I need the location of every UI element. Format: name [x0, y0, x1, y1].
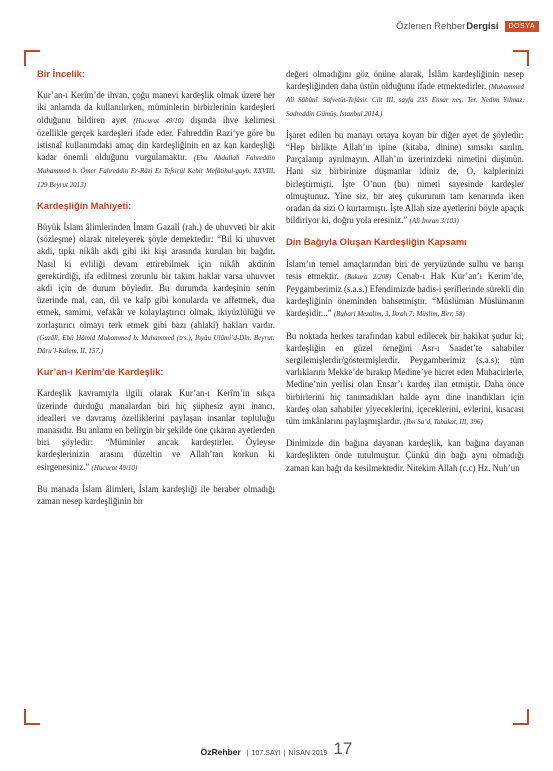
issue-date: NİSAN 2019 [288, 750, 328, 757]
magazine-name: Özlenen Rehber [396, 20, 466, 32]
magazine-dergi: Dergisi [466, 20, 499, 32]
corner-ornament-bottom-right [513, 709, 529, 725]
section-heading: Din Bağıyla Oluşan Kardeşliğin Kapsamı [286, 236, 467, 248]
corner-ornament-bottom-left [24, 709, 40, 725]
issue-number: 107.SAYI [251, 750, 281, 757]
section-tag: DOSYA [505, 21, 540, 32]
section-heading: Kur’an-ı Kerim’de Kardeşlik: [37, 366, 164, 378]
paragraph: Bu noktada herkes tarafından kabul edilecek bir hakikat şudur ki; kardeşliğin en güzel örneğini Asr-ı Saadet’te sahabiler sergilemişlerdir/göstermişlerdir. Peygamberimiz (s.a.s); tüm varlıklarını Mekke’de bırakıp Medine’ye hicret eden Muhacirlerle, Medine’nin yerlisi olan Ensar’ı kardeş ilan etmiştir. Daha önce birbirlerini hiç tanımadıkları halde aynı dine inandıkları için kardeş olan sahabiler yiyeceklerini, içeceklerini, evlerini, kısacası tüm imkânlarını paylaşmışlardır. (İbn Sa’d, Tabakat, III, 396) [286, 330, 524, 427]
right-column [286, 68, 524, 483]
page-number: 17 [333, 739, 353, 758]
paragraph: Bu manada İslam âlimleri, İslam kardeşliği ile beraber olmadığı zaman nesep kardeşliğinin bir [37, 483, 275, 507]
section-heading: Kardeşliğin Mahiyeti: [37, 199, 132, 211]
paragraph: Kardeşlik kavramıyla ilgili olarak Kur’an-ı Kerîm’in sıkça üzerinde durduğu manalardan biri hiç şüphesiz aynı inancı, idealleri ve davranış özelliklerini paylaşan insanlar topluluğu manasıdır. Bu anlamı en belirgin bir şekilde öne çıkaran ayetlerden biri şöyledir: “Müminler ancak kardeştirler. Öyleyse kardeşlerinizin arasını düzeltin ve Allah’tan korkun ki esirgenesiniz.” (Hucurat 49/10) [37, 388, 275, 472]
paragraph: Kur’an-ı Kerîm’de ihvan, çoğu manevi kardeşlik olmak üzere her iki anlamda da kullanılırken, müminlerin birbirlerinin kardeşleri olduğunu bildiren ayet (Hucurat 49/10) dışında ihve kelimesi özellikle gerçek kardeşleri ifade eder. Fahreddin Razi’ye göre bu istisnaî kullanımdaki amaç din kardeşliğinin en az kan kardeşliği kadar önemli olduğunu vurgulamaktır. (Ebu Abdullah Fahreddin Muhammed b. Ömer Fahreddin Er-Râzi Et Tefsirül Kebir Mefâtihul-gayb, XXVIII, 129 Beyrut 2013) [37, 90, 276, 189]
paragraph: İşaret edilen bu manayı ortaya koyan bir diğer ayet de şöyledir: “Hep birlikte Allah’ın ipine (kitaba, dinine) sımsıkı sarılın. Parçalanıp ayrılmayın. Allah’ın üzerinizdeki nimetini düşünün. Hani siz birbirinize düşmanlar idiniz de, O, kalplerinizi birleştirmişti. İşte O’nun (bu) nimeti sayesinde kardeşler olmuştunuz. Yine siz, bir ateş çukurunun tam kenarında iken oradan da sizi O kurtarmıştı. İşte Allah size ayetlerini böyle apaçık bildiriyor ki, doğru yola eresiniz.” (Ali İmran 3/103) [286, 129, 524, 226]
corner-ornament-top-left [24, 50, 40, 66]
page-footer: ÖzRehber | 107.SAYI | NİSAN 2019 17 [200, 739, 353, 758]
section-heading: Bir İncelik: [37, 68, 85, 79]
paragraph: Dinimizde din bağına dayanan kardeşlik, kan bağına dayanan kardeşlikten önde tutulmuştur. Çünkü din bağı aynı olmadığı zaman kan bağı da kesilmektedir. Nitekim Allah (c.c) Hz. Nuh’un [286, 438, 524, 473]
page-header [396, 18, 539, 34]
corner-ornament-top-right [513, 50, 529, 66]
paragraph: Büyük İslam âlimlerinden İmam Gazali (rah.) de uhuvveti bir akit (sözleşme) olarak niteleyerek şöyle demektedir: “Bil ki uhuvvet akdi, tıpkı nikâh akdi gibi iki kişi arasında kurulan bir bağdır. Nasıl ki evliliği devam ettirebilmek için nikâh akdinin gerektirdiği, ifa edilmesi zorunlu bir takım haklar varsa uhuvvet akdi için de durum böyledir. Bu durumda kardeşinin senin üzerinde mal, can, dil ve kalp gibi konularda ve affetmek, dua etmek, samimi, vefakâr ve kolaylaştırıcı olmak, ikiyüzlülüğü ve zorlaştırıcı olmayı terk etmek gibi bazı (ahlakî) hakları vardır. (Gazâlî, Ebû Hâmid Muhammed b. Muhammed (trs.), İhyâu Ulûmi’d-Dîn. Beyrut: Dâru’l-Kalem, II, 157.) [37, 222, 275, 356]
paragraph: İslam’ın temel amaçlarından biri de yeryüzünde sulhu ve barışı tesis etmektir. (Bakara 2/208) Cenab-ı Hak Kur’an’ı Kerim’de, Peygamberimiz (s.a.s.) Efendimizde hadis-i şeriflerinde sürekli din kardeşliğinin öneminden bahsetmiştir. “Müslüman Müslümanın kardeşidir...” (Buhari Mezalim, 3, İkrah 7; Müslim, Birr, 58) [286, 258, 525, 319]
left-column [37, 68, 275, 516]
footer-brand: ÖzRehber [200, 747, 241, 757]
paragraph: değeri olmadığını göz önüne alarak, İslâm kardeşliğinin nesep kardeşliğinden daha üstün olduğunu ifade etmektedirler. (Muhammed Ali Sâbûnî. Safvetüt-Tefâsir. Cilt III, sayfa 235 Ensar neş. Ter. Nedim Yılmaz, Sadreddin Gümüş, İstanbul 2014.) [286, 69, 524, 118]
